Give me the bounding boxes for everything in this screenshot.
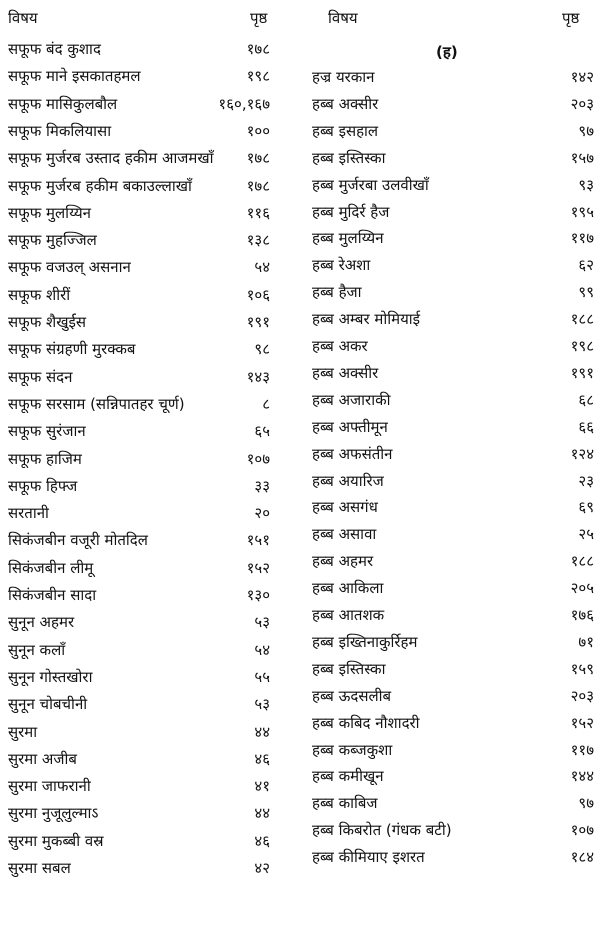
entry-name: सिकंजबीन सादा xyxy=(8,586,97,604)
entry-name: हब्ब असावा xyxy=(312,525,377,544)
entry-page: १८८ xyxy=(570,552,594,571)
entry-name: सफूफ सरसाम (सन्निपातहर चूर्ण) xyxy=(8,394,185,413)
entry-name: हब्ब किबरोत (गंधक बटी) xyxy=(312,821,452,840)
index-entry xyxy=(300,844,600,870)
entry-page: ९७ xyxy=(578,121,594,140)
entry-name: सफूफ मुहज्जिल xyxy=(8,231,97,250)
entry-page: १९८ xyxy=(570,337,594,355)
entry-page: १७८ xyxy=(246,149,270,168)
entry-name: हब्ब अम्बर मोमियाई xyxy=(312,310,421,329)
entry-page: १५२ xyxy=(570,713,594,732)
index-entry xyxy=(300,683,600,709)
index-entry xyxy=(0,282,300,308)
entry-page: ६९ xyxy=(578,498,594,517)
index-entry xyxy=(300,387,600,413)
index-entry xyxy=(0,637,300,663)
entry-name: सुरमा xyxy=(8,722,38,741)
entry-page: ६८ xyxy=(578,390,594,409)
entry-page: १८४ xyxy=(570,848,594,867)
entry-page: ५५ xyxy=(254,667,270,686)
entry-page: ८ xyxy=(262,394,270,413)
index-entry xyxy=(300,306,600,332)
entry-page: १३८ xyxy=(246,231,270,250)
index-entry xyxy=(0,555,300,581)
entry-page: २०३ xyxy=(570,686,594,705)
entry-name: हब्ब अफ्तीमून xyxy=(312,417,388,436)
index-entry xyxy=(300,199,600,225)
entry-name: सफूफ संदन xyxy=(8,367,73,386)
index-entry xyxy=(300,360,600,386)
entry-page: १२४ xyxy=(570,444,594,463)
index-entry xyxy=(300,468,600,494)
entry-page: १०६ xyxy=(246,285,270,304)
entry-page: ९७ xyxy=(578,794,594,813)
index-entry xyxy=(0,582,300,608)
entry-name: हब्ब आकिला xyxy=(312,579,384,598)
entry-name: सिकंजबीन लीमू xyxy=(8,558,94,577)
entry-page: १०० xyxy=(246,121,270,140)
entry-name: हब्ब मुर्जरबा उलवीखाँ xyxy=(312,175,429,194)
entry-name: सुनून अहमर xyxy=(8,613,75,632)
entry-name: हब्ब अहमर xyxy=(312,552,374,571)
entry-page: १९१ xyxy=(570,363,594,382)
entry-name: हब्ब इस्तिस्का xyxy=(312,148,386,167)
index-entry xyxy=(300,763,600,789)
entry-name: हब्ब कबिद नौशादरी xyxy=(312,713,420,732)
entry-page: १९१ xyxy=(246,313,270,331)
index-entry xyxy=(0,364,300,390)
index-entry xyxy=(0,773,300,799)
entry-name: सफूफ मुलय्यिन xyxy=(8,203,92,222)
index-entry xyxy=(0,254,300,280)
entry-page: ११७ xyxy=(570,229,594,248)
entry-page: १९८ xyxy=(246,67,270,86)
entry-page: ३३ xyxy=(254,476,270,495)
entry-name: हब्ब अफसंतीन xyxy=(312,444,393,463)
entry-name: हब्ब अकर xyxy=(312,337,368,355)
entry-page: १३० xyxy=(246,586,270,604)
index-entry xyxy=(0,200,300,226)
entry-page: ६६ xyxy=(578,417,594,436)
index-entry xyxy=(300,414,600,440)
entry-page: १८८ xyxy=(570,310,594,329)
entry-page: २५ xyxy=(578,525,594,544)
entry-name: सुनून कलाँ xyxy=(8,640,66,659)
left-subject-header: विषय xyxy=(8,9,38,27)
entry-page: ७१ xyxy=(578,632,594,651)
entry-name: सफूफ मुर्जरब उस्ताद हकीम आजमखाँ xyxy=(8,149,214,168)
entry-page: १७८ xyxy=(246,40,270,58)
entry-name: सफूफ बंद कुशाद xyxy=(8,40,101,58)
index-entry xyxy=(0,309,300,335)
index-entry xyxy=(0,91,300,117)
index-entry xyxy=(300,145,600,171)
entry-page: १५१ xyxy=(246,531,270,550)
entry-name: हब्ब अजाराकी xyxy=(312,390,391,409)
entry-name: सफूफ मिकलियासा xyxy=(8,121,112,140)
entry-name: हब्ब आतशक xyxy=(312,606,385,624)
index-entry xyxy=(300,790,600,816)
index-entry xyxy=(0,527,300,553)
entry-name: हब्ब इस्तिस्का xyxy=(312,659,386,678)
entry-page: ५४ xyxy=(254,640,270,659)
index-entry xyxy=(300,279,600,305)
entry-name: हब्ब इसहाल xyxy=(312,121,379,140)
index-entry xyxy=(300,333,600,359)
right-subject-header: विषय xyxy=(328,9,358,27)
entry-name: हब्ब असगंध xyxy=(312,498,378,517)
entry-page: ११६ xyxy=(246,203,270,222)
entry-name: सफूफ संग्रहणी मुरक्कब xyxy=(8,340,136,359)
entry-page: ६२ xyxy=(578,256,594,275)
entry-name: सिकंजबीन वजूरी मोतदिल xyxy=(8,531,148,550)
entry-name: हब्ब काबिज xyxy=(312,794,378,813)
entry-page: १०७ xyxy=(246,449,270,468)
entry-name: सफूफ शैखुर्ईस xyxy=(8,313,87,331)
index-entry xyxy=(0,855,300,881)
index-entry xyxy=(0,63,300,89)
entry-name: हब्ब कीमियाए इशरत xyxy=(312,848,425,867)
entry-page: ६५ xyxy=(254,422,270,441)
entry-page: १४४ xyxy=(570,767,594,786)
entry-name: हब्ब कमीखून xyxy=(312,767,384,786)
index-entry xyxy=(300,494,600,520)
entry-name: हब्ब हैजा xyxy=(312,283,362,302)
entry-page: ५३ xyxy=(254,695,270,714)
entry-name: हब्ब मुलय्यिन xyxy=(312,229,384,248)
index-entry xyxy=(300,118,600,144)
entry-page: ५३ xyxy=(254,613,270,632)
index-entry xyxy=(0,336,300,362)
entry-page: २०३ xyxy=(570,94,594,113)
entry-page: १०७ xyxy=(570,821,594,840)
entry-name: सुनून चोबचीनी xyxy=(8,695,88,714)
entry-page: ११७ xyxy=(570,740,594,759)
entry-name: सुरमा अजीब xyxy=(8,749,77,768)
index-entry xyxy=(300,656,600,682)
entry-name: सफूफ माने इसकातहमल xyxy=(8,67,141,86)
index-entry xyxy=(300,629,600,655)
entry-name: सुरमा नुजूलुल्माऽ xyxy=(8,804,99,823)
entry-page: ४४ xyxy=(254,722,270,741)
entry-name: सफूफ शीरीं xyxy=(8,285,71,304)
entry-name: सुरमा सबल xyxy=(8,859,71,877)
entry-page: ९३ xyxy=(578,175,594,194)
entry-page: १४२ xyxy=(570,68,594,86)
index-entry xyxy=(0,227,300,253)
index-entry xyxy=(0,145,300,171)
index-entry xyxy=(0,664,300,690)
left-page-header: पृष्ठ xyxy=(250,9,268,27)
index-entry xyxy=(0,746,300,772)
entry-page: १६०,१६७ xyxy=(218,94,270,113)
entry-page: ९९ xyxy=(578,283,594,302)
entry-name: हब्ब रेअशा xyxy=(312,256,371,275)
entry-page: १७६ xyxy=(570,606,594,624)
index-entry xyxy=(300,575,600,601)
index-entry xyxy=(300,737,600,763)
index-entry xyxy=(0,473,300,499)
entry-name: सफूफ मुर्जरब हकीम बकाउल्लाखाँ xyxy=(8,176,192,195)
index-entry xyxy=(300,225,600,251)
entry-page: २० xyxy=(254,504,270,523)
entry-page: ४६ xyxy=(254,749,270,768)
index-entry xyxy=(300,817,600,843)
entry-name: हब्ब अक्सीर xyxy=(312,94,379,113)
section-heading: (ह) xyxy=(436,43,458,61)
index-entry xyxy=(300,441,600,467)
right-page-header: पृष्ठ xyxy=(562,9,580,27)
entry-page: २०५ xyxy=(570,579,594,598)
entry-page: १७८ xyxy=(246,176,270,195)
entry-name: सुरमा मुकब्बी वस्र xyxy=(8,831,104,850)
index-entry xyxy=(0,500,300,526)
index-entry xyxy=(0,719,300,745)
entry-page: ९८ xyxy=(254,340,270,359)
entry-name: हब्ब कब्जकुशा xyxy=(312,740,393,759)
index-entry xyxy=(0,173,300,199)
index-entry xyxy=(0,446,300,472)
entry-page: ४२ xyxy=(254,859,270,877)
index-entry xyxy=(0,418,300,444)
entry-page: १९५ xyxy=(570,202,594,221)
entry-name: सुनून गोस्तखोरा xyxy=(8,667,93,686)
entry-name: सफूफ सुरंजान xyxy=(8,422,86,441)
entry-page: १४३ xyxy=(246,367,270,386)
index-entry xyxy=(300,252,600,278)
entry-name: हब्ब अक्सीर xyxy=(312,363,379,382)
entry-page: ५४ xyxy=(254,258,270,277)
entry-name: हज्र यरकान xyxy=(312,68,375,86)
index-entry xyxy=(0,118,300,144)
entry-page: ४६ xyxy=(254,831,270,850)
entry-page: २३ xyxy=(578,471,594,490)
index-entry xyxy=(300,91,600,117)
index-entry xyxy=(0,36,300,62)
index-entry xyxy=(300,521,600,547)
index-entry xyxy=(300,64,600,90)
entry-page: ४१ xyxy=(254,777,270,796)
entry-page: १५९ xyxy=(570,659,594,678)
index-entry xyxy=(300,172,600,198)
index-entry xyxy=(0,691,300,717)
entry-name: सफूफ वजउल् असनान xyxy=(8,258,131,277)
index-entry xyxy=(0,800,300,826)
entry-page: १५७ xyxy=(570,148,594,167)
entry-name: हब्ब अयारिज xyxy=(312,471,384,490)
entry-name: सफूफ मासिकुलबौल xyxy=(8,94,118,113)
entry-name: सुरमा जाफरानी xyxy=(8,777,91,796)
entry-page: ४४ xyxy=(254,804,270,823)
index-entry xyxy=(0,391,300,417)
entry-name: सरतानी xyxy=(8,504,49,523)
entry-page: १५२ xyxy=(246,558,270,577)
index-entry xyxy=(300,548,600,574)
entry-name: सफूफ हाजिम xyxy=(8,449,82,468)
index-entry xyxy=(300,710,600,736)
index-entry xyxy=(0,609,300,635)
entry-name: सफूफ हिफ्ज xyxy=(8,476,78,495)
index-entry xyxy=(0,828,300,854)
entry-name: हब्ब मुदिर्र हैज xyxy=(312,202,390,221)
entry-name: हब्ब ऊदसलीब xyxy=(312,686,392,705)
entry-name: हब्ब इख्तिनाकुर्रिहम xyxy=(312,632,418,651)
index-entry xyxy=(300,602,600,628)
